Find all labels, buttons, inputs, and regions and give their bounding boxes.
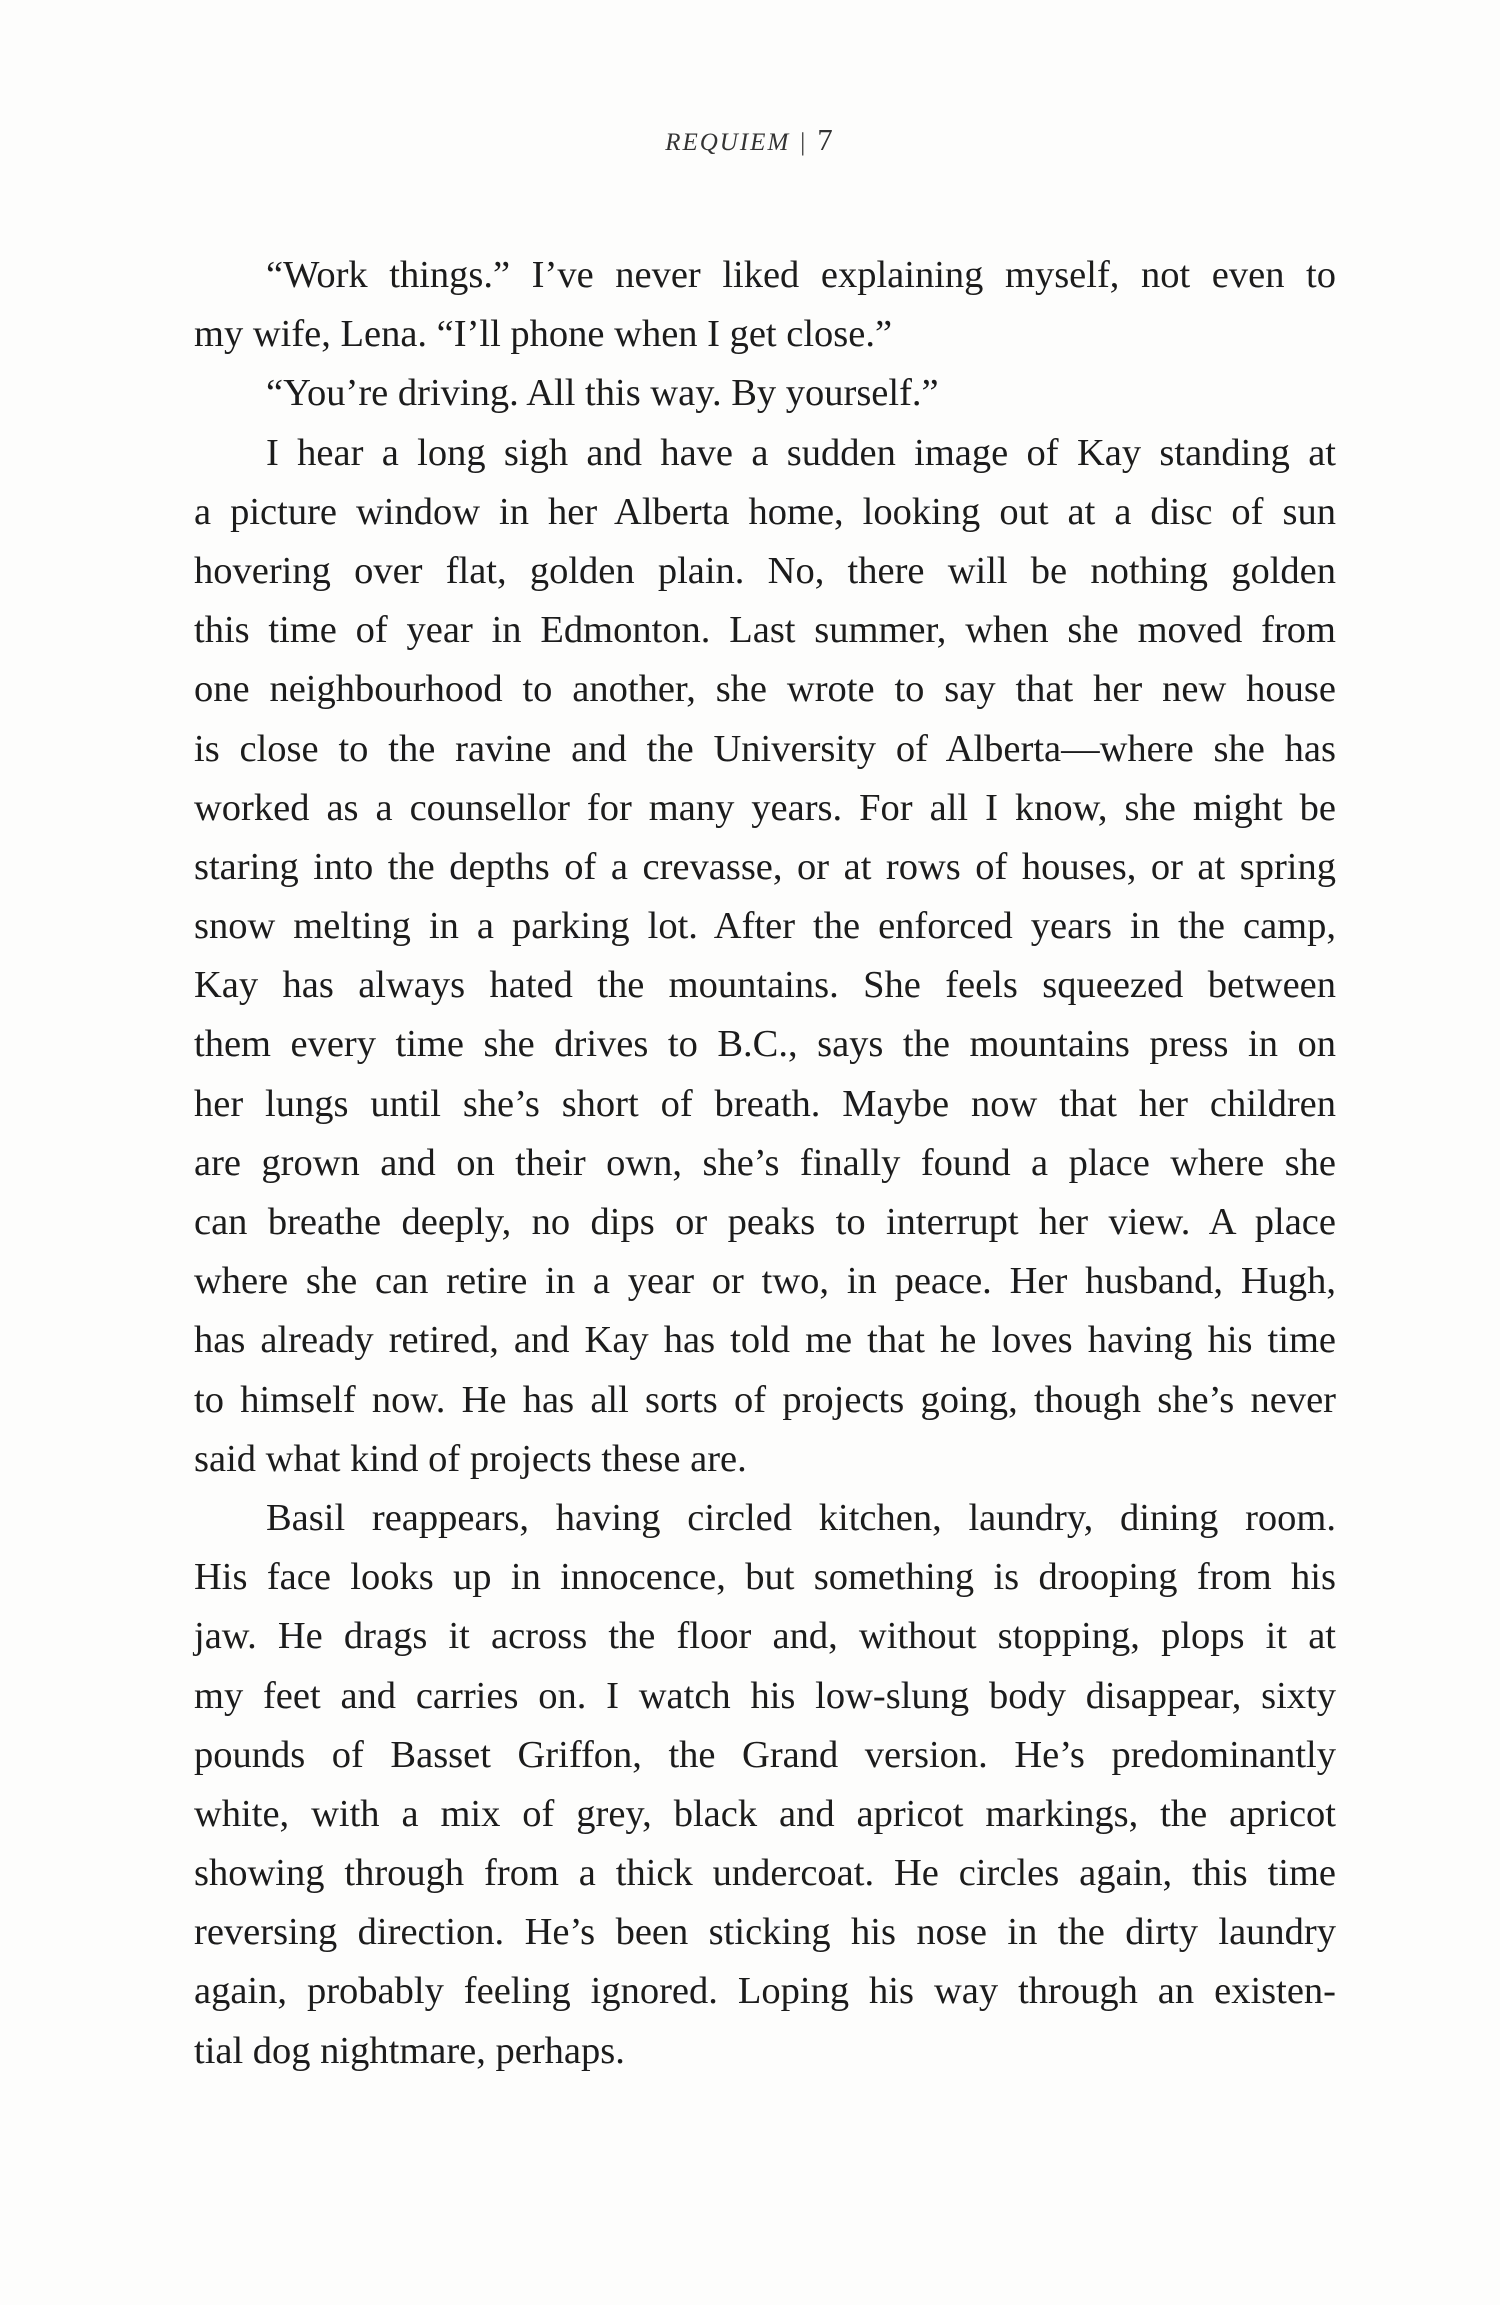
text-line: is close to the ravine and the University of Alberta—where she has — [194, 727, 1336, 770]
text-line: snow melting in a parking lot. After the enforced years in the camp, — [194, 905, 1336, 948]
page-number: 7 — [817, 122, 835, 157]
text-line: pounds of Basset Griffon, the Grand version. He’s predominantly — [194, 1733, 1336, 1776]
text-line: them every time she drives to B.C., says the mountains press in on — [194, 1023, 1336, 1066]
running-head-separator: | — [800, 129, 808, 156]
text-line: one neighbourhood to another, she wrote to say that her new house — [194, 668, 1336, 711]
text-line: said what kind of projects these are. — [194, 1437, 747, 1480]
text-line: “You’re driving. All this way. By yourself.” — [266, 372, 939, 415]
text-line: my feet and carries on. I watch his low-slung body disappear, sixty — [194, 1674, 1336, 1717]
text-line: hovering over flat, golden plain. No, there will be nothing golden — [194, 549, 1336, 592]
text-line: “Work things.” I’ve never liked explaining myself, not even to — [266, 254, 1336, 296]
text-line: are grown and on their own, she’s finally found a place where she — [194, 1141, 1336, 1184]
text-line: my wife, Lena. “I’ll phone when I get close.” — [194, 313, 893, 356]
text-line: tial dog nightmare, perhaps. — [194, 2029, 625, 2072]
text-line: staring into the depths of a crevasse, or at rows of houses, or at spring — [194, 845, 1336, 888]
text-line: His face looks up in innocence, but something is drooping from his — [194, 1556, 1336, 1599]
text-line: white, with a mix of grey, black and apricot markings, the apricot — [194, 1792, 1336, 1835]
text-line: Kay has always hated the mountains. She feels squeezed between — [194, 964, 1336, 1007]
text-line: Basil reappears, having circled kitchen, laundry, dining room. — [266, 1496, 1336, 1539]
text-line: where she can retire in a year or two, in peace. Her husband, Hugh, — [194, 1260, 1336, 1303]
text-line: worked as a counsellor for many years. For all I know, she might be — [194, 786, 1336, 829]
text-line: to himself now. He has all sorts of projects going, though she’s never — [194, 1378, 1336, 1421]
text-line: her lungs until she’s short of breath. Maybe now that her children — [194, 1082, 1336, 1125]
text-line: this time of year in Edmonton. Last summer, when she moved from — [194, 609, 1336, 652]
text-line: has already retired, and Kay has told me that he loves having his time — [194, 1319, 1336, 1362]
text-line: again, probably feeling ignored. Loping his way through an existen- — [194, 1970, 1336, 2013]
body-text — [194, 246, 1336, 2081]
text-line: a picture window in her Alberta home, looking out at a disc of sun — [194, 490, 1336, 533]
text-line: jaw. He drags it across the floor and, without stopping, plops it at — [194, 1615, 1336, 1658]
running-head — [0, 122, 1500, 158]
text-line: I hear a long sigh and have a sudden image of Kay standing at — [266, 431, 1336, 474]
text-line: can breathe deeply, no dips or peaks to interrupt her view. A place — [194, 1201, 1336, 1243]
running-head-title: REQUIEM — [665, 129, 791, 156]
text-line: reversing direction. He’s been sticking his nose in the dirty laundry — [194, 1911, 1336, 1954]
text-line: showing through from a thick undercoat. He circles again, this time — [194, 1852, 1336, 1895]
